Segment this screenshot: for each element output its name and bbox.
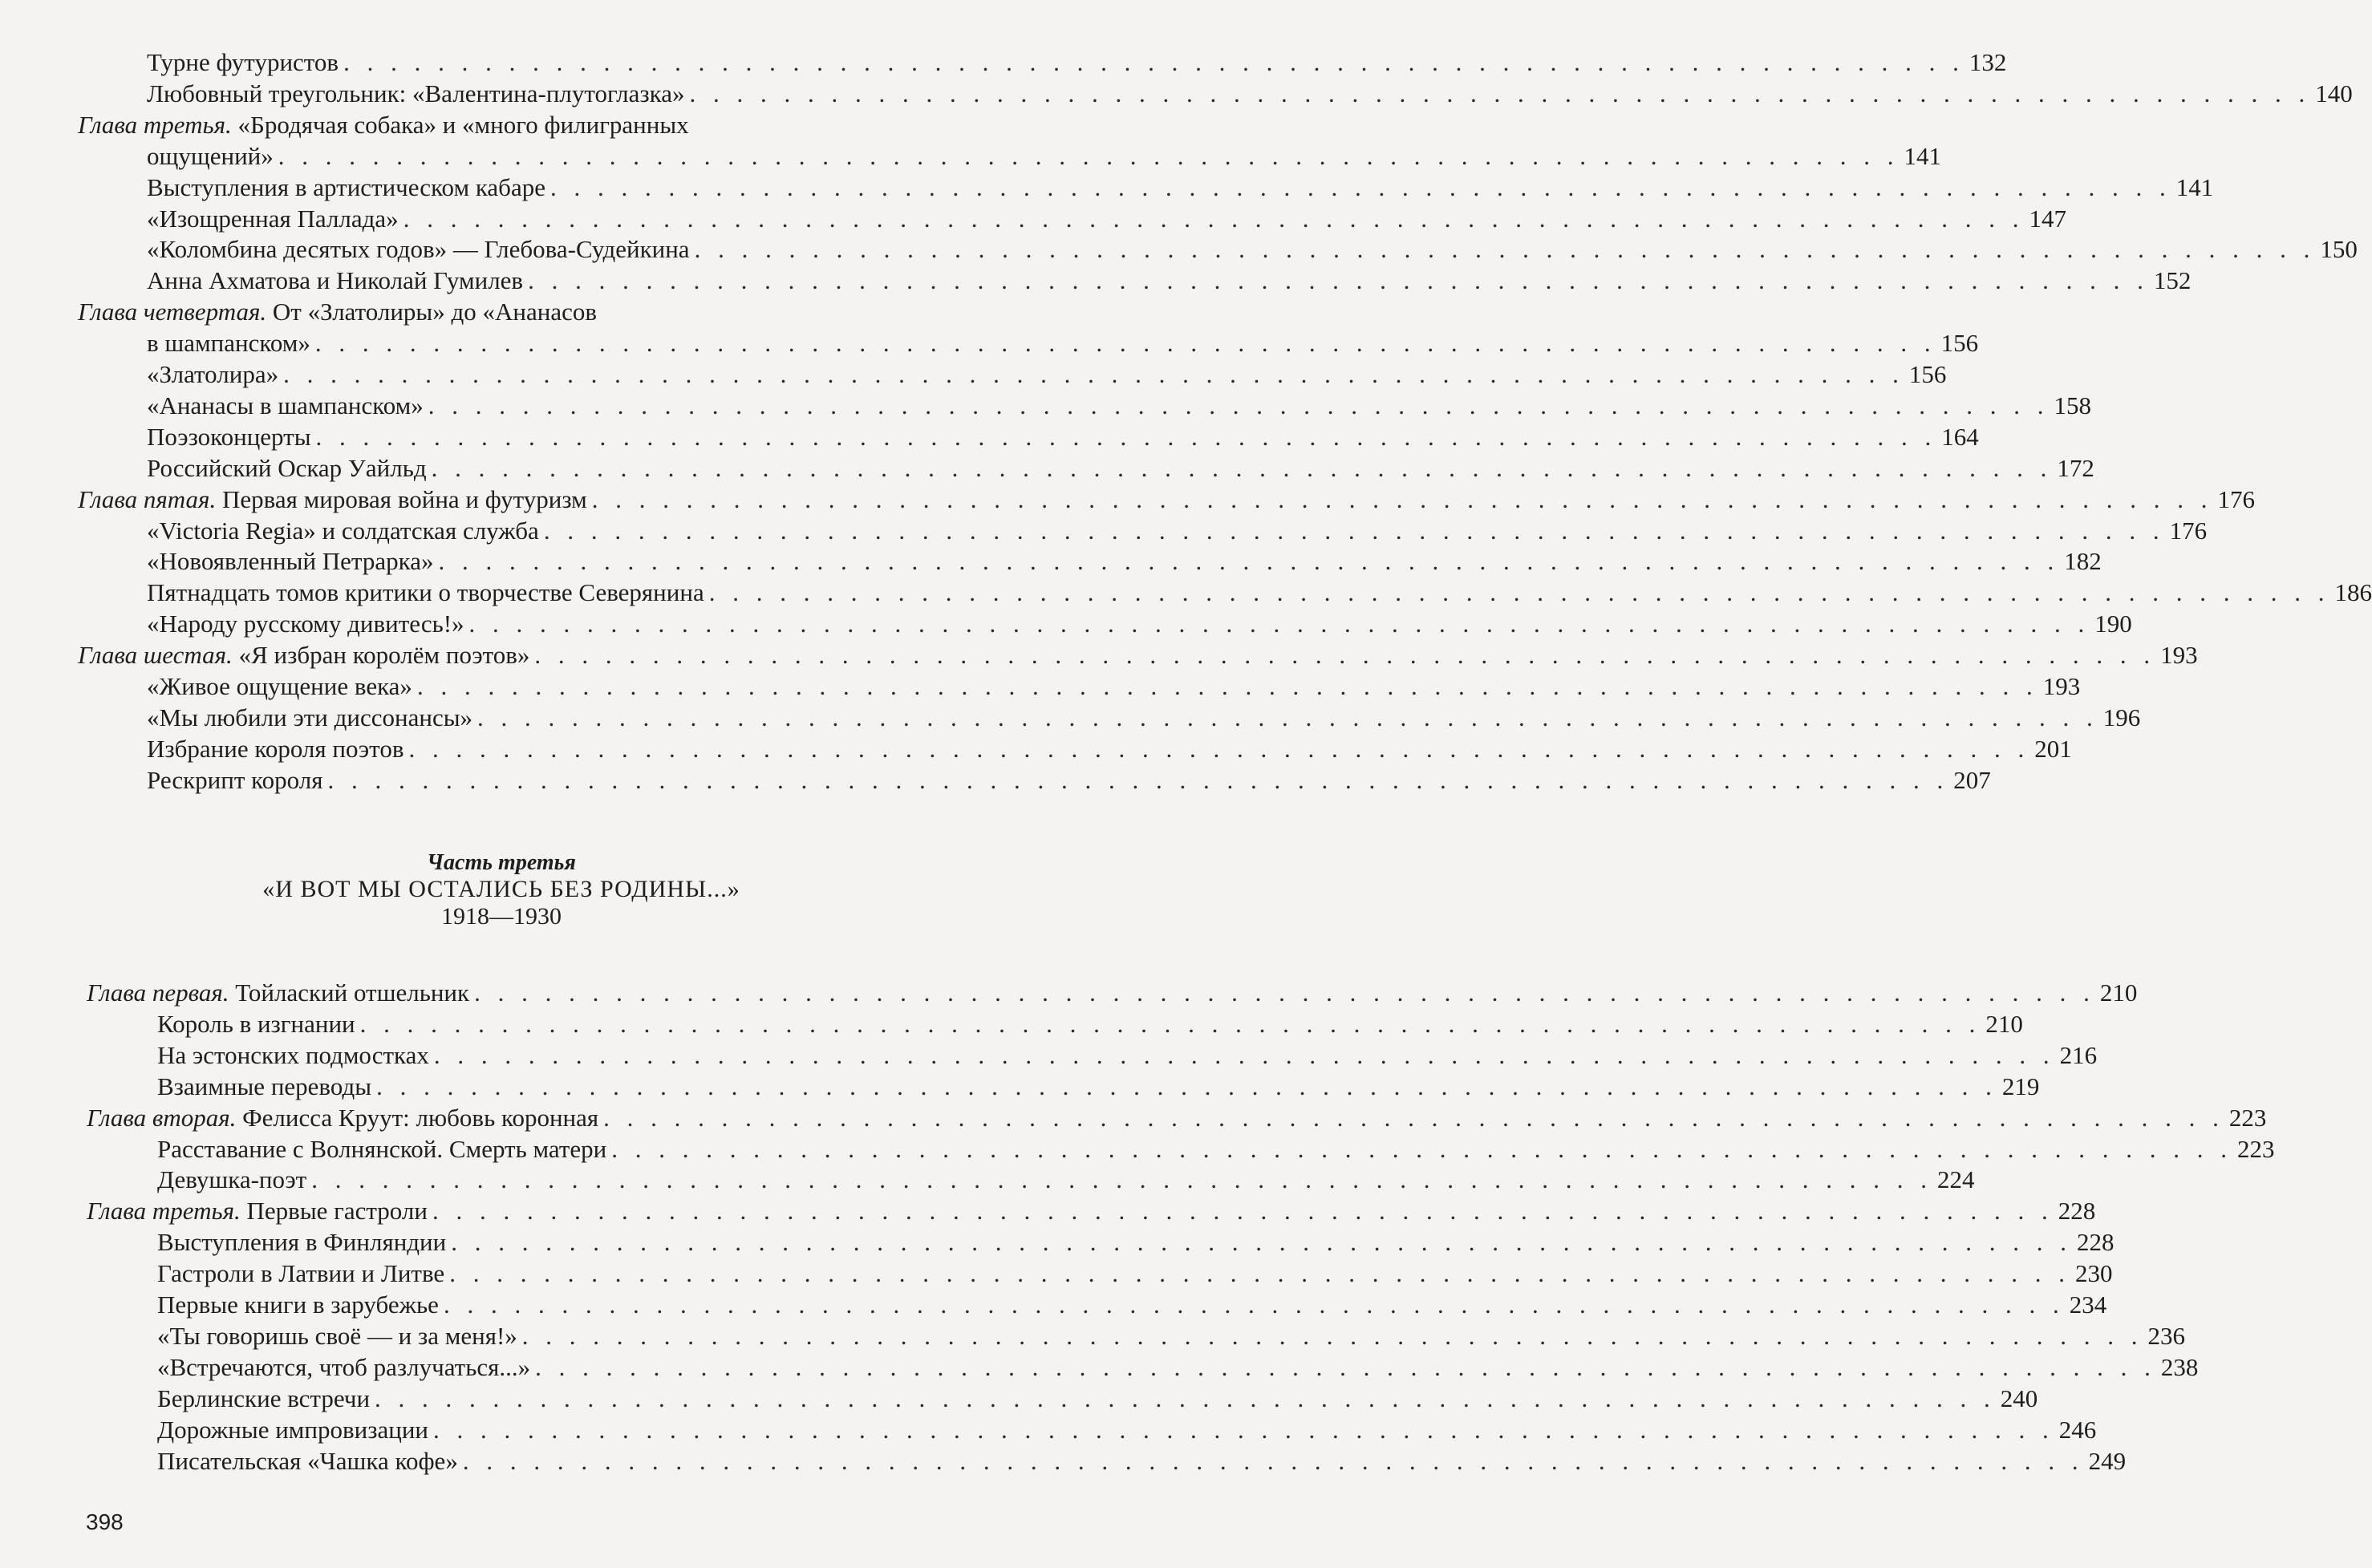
toc-entry-page: 228	[2077, 1228, 2115, 1257]
toc-entry-page: 182	[2064, 547, 2102, 576]
leader-dots: . . . . . . . . . . . . . . . . . . . . . . . . . . . . . . . . . . . . . . . . . . . . . . . . . . . . . . . . . . . . . . . . . . . . .	[535, 1352, 2156, 1381]
toc-entry-page: 132	[1969, 48, 2007, 76]
toc-entry-title: Гастроли в Латвии и Литве	[157, 1259, 445, 1288]
toc-entry-page: 141	[2175, 172, 2214, 201]
toc-entry[interactable]	[157, 1164, 1975, 1196]
leader-dots: . . . . . . . . . . . . . . . . . . . . . . . . . . . . . . . . . . . . . . . . . . . . . . . . . . . . . . . . . . . . . . . . . . . . .	[449, 1259, 2070, 1288]
toc-entry-title: «Живое ощущение века»	[147, 672, 412, 700]
leader-dots: . . . . . . . . . . . . . . . . . . . . . . . . . . . . . . . . . . . . . . . . . . . . . . . . . . . . . . . . . . . . . . . . . . . . .	[451, 1228, 2072, 1257]
leader-dots: . . . . . . . . . . . . . . . . . . . . . . . . . . . . . . . . . . . . . . . . . . . . . . . . . . . . . . . . . . . . . . . . . . . . .	[603, 1103, 2224, 1132]
leader-dots: . . . . . . . . . . . . . . . . . . . . . . . . . . . . . . . . . . . . . . . . . . . . . . . . . . . . . . . . . . . . . . . . . . . . .	[403, 204, 2025, 233]
toc-entry-page: 219	[2001, 1072, 2040, 1100]
leader-dots: . . . . . . . . . . . . . . . . . . . . . . . . . . . . . . . . . . . . . . . . . . . . . . . . . . . . . . . . . . . . . . . . . . . . .	[375, 1384, 1996, 1412]
toc-entry[interactable]	[157, 1383, 2038, 1415]
toc-entry[interactable]	[147, 172, 2214, 204]
toc-entry[interactable]	[147, 421, 1979, 453]
toc-entry[interactable]	[157, 1320, 2186, 1352]
toc-entry-title: Турне футуристов	[147, 48, 339, 76]
toc-entry-title: Дорожные импровизации	[157, 1415, 429, 1444]
leader-dots: . . . . . . . . . . . . . . . . . . . . . . . . . . . . . . . . . . . . . . . . . . . . . . . . . . . . . . . . . . . . . . . . . . . . .	[428, 391, 2050, 419]
toc-entry-title: Девушка-поэт	[157, 1165, 307, 1194]
toc-entry[interactable]	[157, 1008, 2023, 1040]
toc-entry[interactable]	[147, 78, 2353, 110]
leader-dots: . . . . . . . . . . . . . . . . . . . . . . . . . . . . . . . . . . . . . . . . . . . . . . . . . . . . . . . . . . . . . . . . . . . . .	[433, 1415, 2054, 1444]
leader-dots: . . . . . . . . . . . . . . . . . . . . . . . . . . . . . . . . . . . . . . . . . . . . . . . . . . . . . . . . . . . . . . . . . . . . .	[416, 672, 2038, 700]
leader-dots: . . . . . . . . . . . . . . . . . . . . . . . . . . . . . . . . . . . . . . . . . . . . . . . . . . . . . . . . . . . . . . . . . . . . .	[314, 329, 1936, 358]
toc-chapter-entry[interactable]	[87, 1102, 2267, 1134]
toc-entry-page: 201	[2034, 734, 2072, 763]
toc-entry-page: 147	[2029, 204, 2066, 233]
leader-dots: . . . . . . . . . . . . . . . . . . . . . . . . . . . . . . . . . . . . . . . . . . . . . . . . . . . . . . . . . . . . . . . . . . . . .	[432, 1197, 2054, 1226]
toc-entry-page: 216	[2059, 1040, 2098, 1069]
toc-entry-page: 228	[2058, 1197, 2096, 1226]
toc-entry[interactable]	[157, 1226, 2115, 1258]
toc-chapter-entry[interactable]	[87, 1195, 2096, 1227]
toc-entry-title: «Златолира»	[147, 360, 279, 388]
leader-dots: . . . . . . . . . . . . . . . . . . . . . . . . . . . . . . . . . . . . . . . . . . . . . . . . . . . . . . . . . . . . . . . . . . . . .	[376, 1072, 1997, 1100]
toc-entry-title: Поэзоконцерты	[147, 422, 311, 451]
leader-dots: . . . . . . . . . . . . . . . . . . . . . . . . . . . . . . . . . . . . . . . . . . . . . . . . . . . . . . . . . . . . . . . . . . . . .	[468, 610, 2090, 638]
toc-entry-title: Пятнадцать томов критики о творчестве Северянина	[147, 578, 704, 607]
toc-entry[interactable]	[147, 671, 2081, 703]
leader-dots: . . . . . . . . . . . . . . . . . . . . . . . . . . . . . . . . . . . . . . . . . . . . . . . . . . . . . . . . . . . . . . . . . . . . .	[534, 641, 2156, 670]
toc-entry-page: 176	[2217, 484, 2255, 513]
part-title: «И ВОТ МЫ ОСТАЛИСЬ БЕЗ РОДИНЫ...»	[262, 876, 740, 902]
leader-dots: . . . . . . . . . . . . . . . . . . . . . . . . . . . . . . . . . . . . . . . . . . . . . . . . . . . . . . . . . . . . . . . . . . . . .	[408, 734, 2030, 763]
toc-chapter-heading	[87, 977, 469, 1009]
toc-chapter-heading[interactable]	[78, 296, 597, 328]
toc-chapter-entry[interactable]	[78, 484, 2255, 516]
toc-entry[interactable]	[147, 702, 2141, 734]
toc-entry-page: 186	[2334, 578, 2372, 607]
toc-entry[interactable]	[147, 733, 2072, 765]
toc-entry-title: «Встречаются, чтоб разлучаться...»	[157, 1352, 531, 1381]
toc-entry-page: 236	[2147, 1321, 2186, 1350]
toc-entry-title: «Victoria Regia» и солдатская служба	[147, 516, 539, 545]
toc-chapter-heading	[78, 484, 587, 516]
toc-entry[interactable]	[147, 545, 2102, 577]
toc-entry-page: 230	[2074, 1259, 2113, 1288]
toc-entry[interactable]	[147, 233, 2358, 265]
chapter-title: Первая мировая война и футуризм	[221, 484, 587, 513]
chapter-title: Фелисса Круут: любовь коронная	[242, 1103, 599, 1132]
chapter-number: Глава третья.	[78, 110, 232, 139]
toc-entry-title: Любовный треугольник: «Валентина-плутоглазка»	[147, 79, 685, 107]
leader-dots: . . . . . . . . . . . . . . . . . . . . . . . . . . . . . . . . . . . . . . . . . . . . . . . . . . . . . . . . . . . . . . . . . . . . .	[431, 453, 2053, 482]
toc-entry[interactable]	[147, 764, 1991, 796]
toc-entry-page: 190	[2094, 610, 2132, 638]
toc-entry-title: Рескрипт короля	[147, 765, 323, 794]
toc-entry-page: 223	[2228, 1103, 2267, 1132]
chapter-number: Глава четвертая.	[78, 298, 267, 326]
toc-entry-page: 210	[1985, 1009, 2023, 1038]
leader-dots: . . . . . . . . . . . . . . . . . . . . . . . . . . . . . . . . . . . . . . . . . . . . . . . . . . . . . . . . . . . . . . . . . . . . .	[477, 703, 2098, 731]
toc-entry-title: Российский Оскар Уайльд	[147, 453, 427, 482]
toc-entry[interactable]	[147, 577, 2372, 609]
leader-dots: . . . . . . . . . . . . . . . . . . . . . . . . . . . . . . . . . . . . . . . . . . . . . . . . . . . . . . . . . . . . . . . . . . . . .	[591, 484, 2213, 513]
toc-entry-page: 164	[1941, 422, 1979, 451]
chapter-number: Глава шестая.	[78, 641, 233, 670]
toc-entry-title: Избрание короля поэтов	[147, 734, 404, 763]
toc-entry[interactable]	[157, 1133, 2275, 1165]
leader-dots: . . . . . . . . . . . . . . . . . . . . . . . . . . . . . . . . . . . . . . . . . . . . . . . . . . . . . . . . . . . . . . . . . . . . .	[528, 266, 2149, 295]
toc-entry[interactable]	[157, 1071, 2040, 1103]
toc-chapter-heading	[78, 639, 529, 671]
toc-chapter-entry[interactable]	[87, 977, 2138, 1009]
toc-entry[interactable]	[157, 1351, 2199, 1384]
toc-entry[interactable]	[147, 515, 2208, 547]
toc-entry-page: 193	[2042, 672, 2081, 700]
toc-entry-page: 210	[2099, 978, 2138, 1007]
toc-entry-page: 196	[2102, 703, 2141, 731]
toc-entry[interactable]	[147, 203, 2066, 235]
chapter-title: «Бродячая собака» и «много филигранных	[237, 110, 689, 139]
toc-entry[interactable]	[157, 1414, 2097, 1446]
leader-dots: . . . . . . . . . . . . . . . . . . . . . . . . . . . . . . . . . . . . . . . . . . . . . . . . . . . . . . . . . . . . . . . . . . . . .	[474, 978, 2095, 1007]
toc-entry-title: Взаимные переводы	[157, 1072, 372, 1100]
toc-entry[interactable]	[147, 265, 2192, 297]
toc-chapter-entry[interactable]	[78, 639, 2198, 671]
leader-dots: . . . . . . . . . . . . . . . . . . . . . . . . . . . . . . . . . . . . . . . . . . . . . . . . . . . . . . . . . . . . . . . . . . . . .	[521, 1321, 2143, 1350]
toc-entry-title: Берлинские встречи	[157, 1384, 371, 1412]
leader-dots: . . . . . . . . . . . . . . . . . . . . . . . . . . . . . . . . . . . . . . . . . . . . . . . . . . . . . . . . . . . . . . . . . . . . .	[315, 422, 1937, 451]
leader-dots: . . . . . . . . . . . . . . . . . . . . . . . . . . . . . . . . . . . . . . . . . . . . . . . . . . . . . . . . . . . . . . . . . . . . .	[283, 360, 1904, 388]
leader-dots: . . . . . . . . . . . . . . . . . . . . . . . . . . . . . . . . . . . . . . . . . . . . . . . . . . . . . . . . . . . . . . . . . . . . .	[311, 1165, 1932, 1194]
toc-entry-title: «Народу русскому дивитесь!»	[147, 610, 464, 638]
part-label: Часть третья	[427, 850, 576, 875]
toc-entry-page: 234	[2069, 1290, 2107, 1319]
leader-dots: . . . . . . . . . . . . . . . . . . . . . . . . . . . . . . . . . . . . . . . . . . . . . . . . . . . . . . . . . . . . . . . . . . . . .	[278, 141, 1900, 170]
toc-entry[interactable]	[147, 452, 2094, 484]
toc-entry-title: Король в изгнании	[157, 1009, 355, 1038]
leader-dots: . . . . . . . . . . . . . . . . . . . . . . . . . . . . . . . . . . . . . . . . . . . . . . . . . . . . . . . . . . . . . . . . . . . . .	[708, 578, 2330, 607]
chapter-title: Тойлаский отшельник	[235, 978, 470, 1007]
chapter-number: Глава вторая.	[87, 1103, 237, 1132]
chapter-title: «Я избран королём поэтов»	[238, 641, 530, 670]
toc-entry-title: «Ты говоришь своё — и за меня!»	[157, 1321, 517, 1350]
toc-chapter-entry[interactable]	[147, 327, 1979, 359]
toc-entry-title: Первые книги в зарубежье	[157, 1290, 439, 1319]
toc-chapter-heading	[87, 1102, 598, 1134]
chapter-title-continuation: ощущений»	[147, 141, 274, 170]
chapter-title-continuation: в шампанском»	[147, 329, 310, 358]
toc-entry-page: 224	[1936, 1165, 1975, 1194]
toc-entry-title: Анна Ахматова и Николай Гумилев	[147, 266, 524, 295]
toc-chapter-heading	[87, 1195, 428, 1227]
toc-entry[interactable]	[157, 1289, 2107, 1321]
chapter-title: От «Златолиры» до «Ананасов	[272, 298, 597, 326]
toc-entry[interactable]	[157, 1258, 2113, 1290]
toc-entry[interactable]	[147, 608, 2132, 640]
toc-entry-title: Расставание с Волнянской. Смерть матери	[157, 1134, 607, 1163]
toc-entry-page: 238	[2160, 1352, 2199, 1381]
toc-entry-page: 223	[2237, 1134, 2275, 1163]
toc-entry[interactable]	[147, 390, 2092, 422]
toc-entry-page: 156	[1940, 329, 1979, 358]
toc-entry-title: «Изощренная Паллада»	[147, 204, 399, 233]
toc-entry-title: Писательская «Чашка кофе»	[157, 1446, 458, 1475]
toc-entry-title: На эстонских подмостках	[157, 1040, 429, 1069]
toc-entry-title: Выступления в артистическом кабаре	[147, 172, 545, 201]
toc-chapter-entry[interactable]	[147, 140, 1942, 172]
leader-dots: . . . . . . . . . . . . . . . . . . . . . . . . . . . . . . . . . . . . . . . . . . . . . . . . . . . . . . . . . . . . . . . . . . . . .	[462, 1446, 2084, 1475]
leader-dots: . . . . . . . . . . . . . . . . . . . . . . . . . . . . . . . . . . . . . . . . . . . . . . . . . . . . . . . . . . . . . . . . . . . . .	[543, 516, 2165, 545]
toc-entry-page: 156	[1908, 360, 1947, 388]
toc-entry-page: 240	[2000, 1384, 2038, 1412]
toc-entry-page: 141	[1904, 141, 1942, 170]
toc-entry-title: Выступления в Финляндии	[157, 1228, 447, 1257]
part-heading	[0, 850, 1003, 930]
leader-dots: . . . . . . . . . . . . . . . . . . . . . . . . . . . . . . . . . . . . . . . . . . . . . . . . . . . . . . . . . . . . . . . . . . . . .	[694, 235, 2316, 264]
leader-dots: . . . . . . . . . . . . . . . . . . . . . . . . . . . . . . . . . . . . . . . . . . . . . . . . . . . . . . . . . . . . . . . . . . . . .	[327, 765, 1949, 794]
toc-entry-page: 176	[2169, 516, 2208, 545]
toc-entry-title: «Мы любили эти диссонансы»	[147, 703, 473, 731]
toc-chapter-heading[interactable]	[78, 109, 689, 141]
toc-entry-page: 150	[2320, 235, 2358, 264]
toc-entry-page: 249	[2088, 1446, 2127, 1475]
chapter-number: Глава пятая.	[78, 484, 217, 513]
leader-dots: . . . . . . . . . . . . . . . . . . . . . . . . . . . . . . . . . . . . . . . . . . . . . . . . . . . . . . . . . . . . . . . . . . . . .	[359, 1009, 1981, 1038]
part-years: 1918—1930	[441, 903, 562, 930]
leader-dots: . . . . . . . . . . . . . . . . . . . . . . . . . . . . . . . . . . . . . . . . . . . . . . . . . . . . . . . . . . . . . . . . . . . . .	[343, 48, 1965, 76]
leader-dots: . . . . . . . . . . . . . . . . . . . . . . . . . . . . . . . . . . . . . . . . . . . . . . . . . . . . . . . . . . . . . . . . . . . . .	[438, 547, 2060, 576]
toc-entry[interactable]	[157, 1039, 2098, 1072]
toc-entry-page: 140	[2315, 79, 2353, 107]
toc-entry-page: 246	[2058, 1415, 2097, 1444]
leader-dots: . . . . . . . . . . . . . . . . . . . . . . . . . . . . . . . . . . . . . . . . . . . . . . . . . . . . . . . . . . . . . . . . . . . . .	[611, 1134, 2232, 1163]
toc-entry-page: 158	[2054, 391, 2092, 419]
page-number: 398	[86, 1509, 124, 1534]
toc-entry-title: «Ананасы в шампанском»	[147, 391, 424, 419]
chapter-number: Глава первая.	[87, 978, 229, 1007]
leader-dots: . . . . . . . . . . . . . . . . . . . . . . . . . . . . . . . . . . . . . . . . . . . . . . . . . . . . . . . . . . . . . . . . . . . . .	[443, 1290, 2065, 1319]
leader-dots: . . . . . . . . . . . . . . . . . . . . . . . . . . . . . . . . . . . . . . . . . . . . . . . . . . . . . . . . . . . . . . . . . . . . .	[689, 79, 2311, 107]
toc-entry-title: «Коломбина десятых годов» — Глебова-Судейкина	[147, 235, 690, 264]
toc-entry[interactable]	[157, 1445, 2127, 1477]
toc-entry[interactable]	[147, 47, 2007, 79]
leader-dots: . . . . . . . . . . . . . . . . . . . . . . . . . . . . . . . . . . . . . . . . . . . . . . . . . . . . . . . . . . . . . . . . . . . . .	[433, 1040, 2055, 1069]
toc-entry-page: 152	[2153, 266, 2192, 295]
toc-entry[interactable]	[147, 359, 1947, 391]
toc-entry-page: 207	[1953, 765, 1991, 794]
toc-entry-title: «Новоявленный Петрарка»	[147, 547, 434, 576]
toc-entry-page: 172	[2057, 453, 2094, 482]
chapter-title: Первые гастроли	[246, 1197, 428, 1226]
leader-dots: . . . . . . . . . . . . . . . . . . . . . . . . . . . . . . . . . . . . . . . . . . . . . . . . . . . . . . . . . . . . . . . . . . . . .	[549, 172, 2171, 201]
toc-entry-page: 193	[2160, 641, 2198, 670]
chapter-number: Глава третья.	[87, 1197, 241, 1226]
